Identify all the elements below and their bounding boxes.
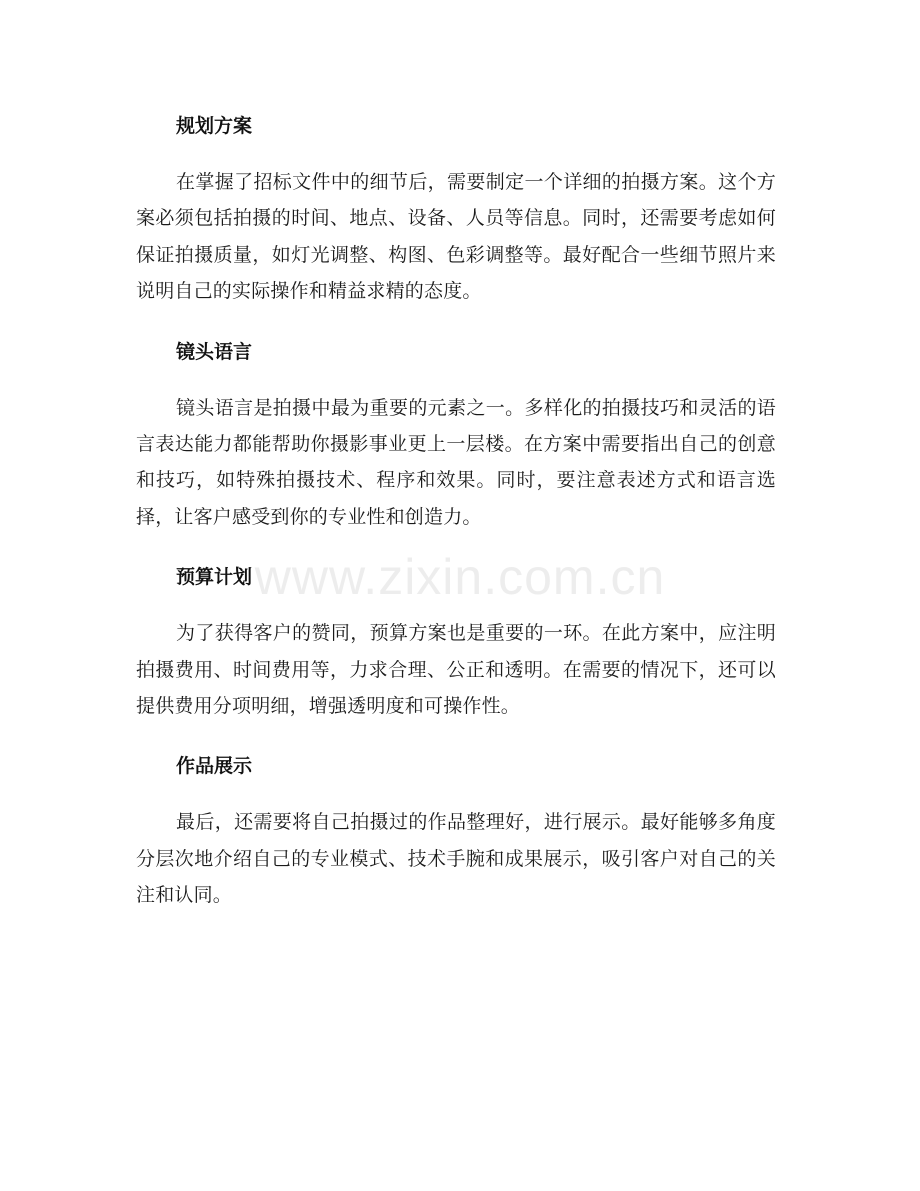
document-body bbox=[136, 108, 776, 938]
section-heading-plan: 规划方案 bbox=[176, 115, 253, 137]
section-paragraph-portfolio: 最后，还需要将自己拍摄过的作品整理好，进行展示。最好能够多角度分层次地介绍自己的专业模式、技术手腕和成果展示，吸引客户对自己的关注和认同。 bbox=[136, 811, 776, 907]
section-paragraph-budget: 为了获得客户的赞同，预算方案也是重要的一环。在此方案中，应注明拍摄费用、时间费用等，力求合理、公正和透明。在需要的情况下，还可以提供费用分项明细，增强透明度和可操作性。 bbox=[136, 622, 776, 718]
section-paragraph-plan: 在掌握了招标文件中的细节后，需要制定一个详细的拍摄方案。这个方案必须包括拍摄的时间、地点、设备、人员等信息。同时，还需要考虑如何保证拍摄质量，如灯光调整、构图、色彩调整等。最好配合一些细节照片来说明自己的实际操作和精益求精的态度。 bbox=[136, 171, 776, 303]
section-heading-budget: 预算计划 bbox=[176, 566, 253, 589]
section-paragraph-camera-language: 镜头语言是拍摄中最为重要的元素之一。多样化的拍摄技巧和灵活的语言表达能力都能帮助你摄影事业更上一层楼。在方案中需要指出自己的创意和技巧，如特殊拍摄技术、程序和效果。同时，要注意表述方式和语言选择，让客户感受到你的专业性和创造力。 bbox=[136, 396, 776, 528]
watermark: www.zixin.com.cn bbox=[254, 549, 666, 605]
section-heading-portfolio: 作品展示 bbox=[176, 755, 253, 778]
section-heading-camera-language: 镜头语言 bbox=[176, 340, 253, 363]
